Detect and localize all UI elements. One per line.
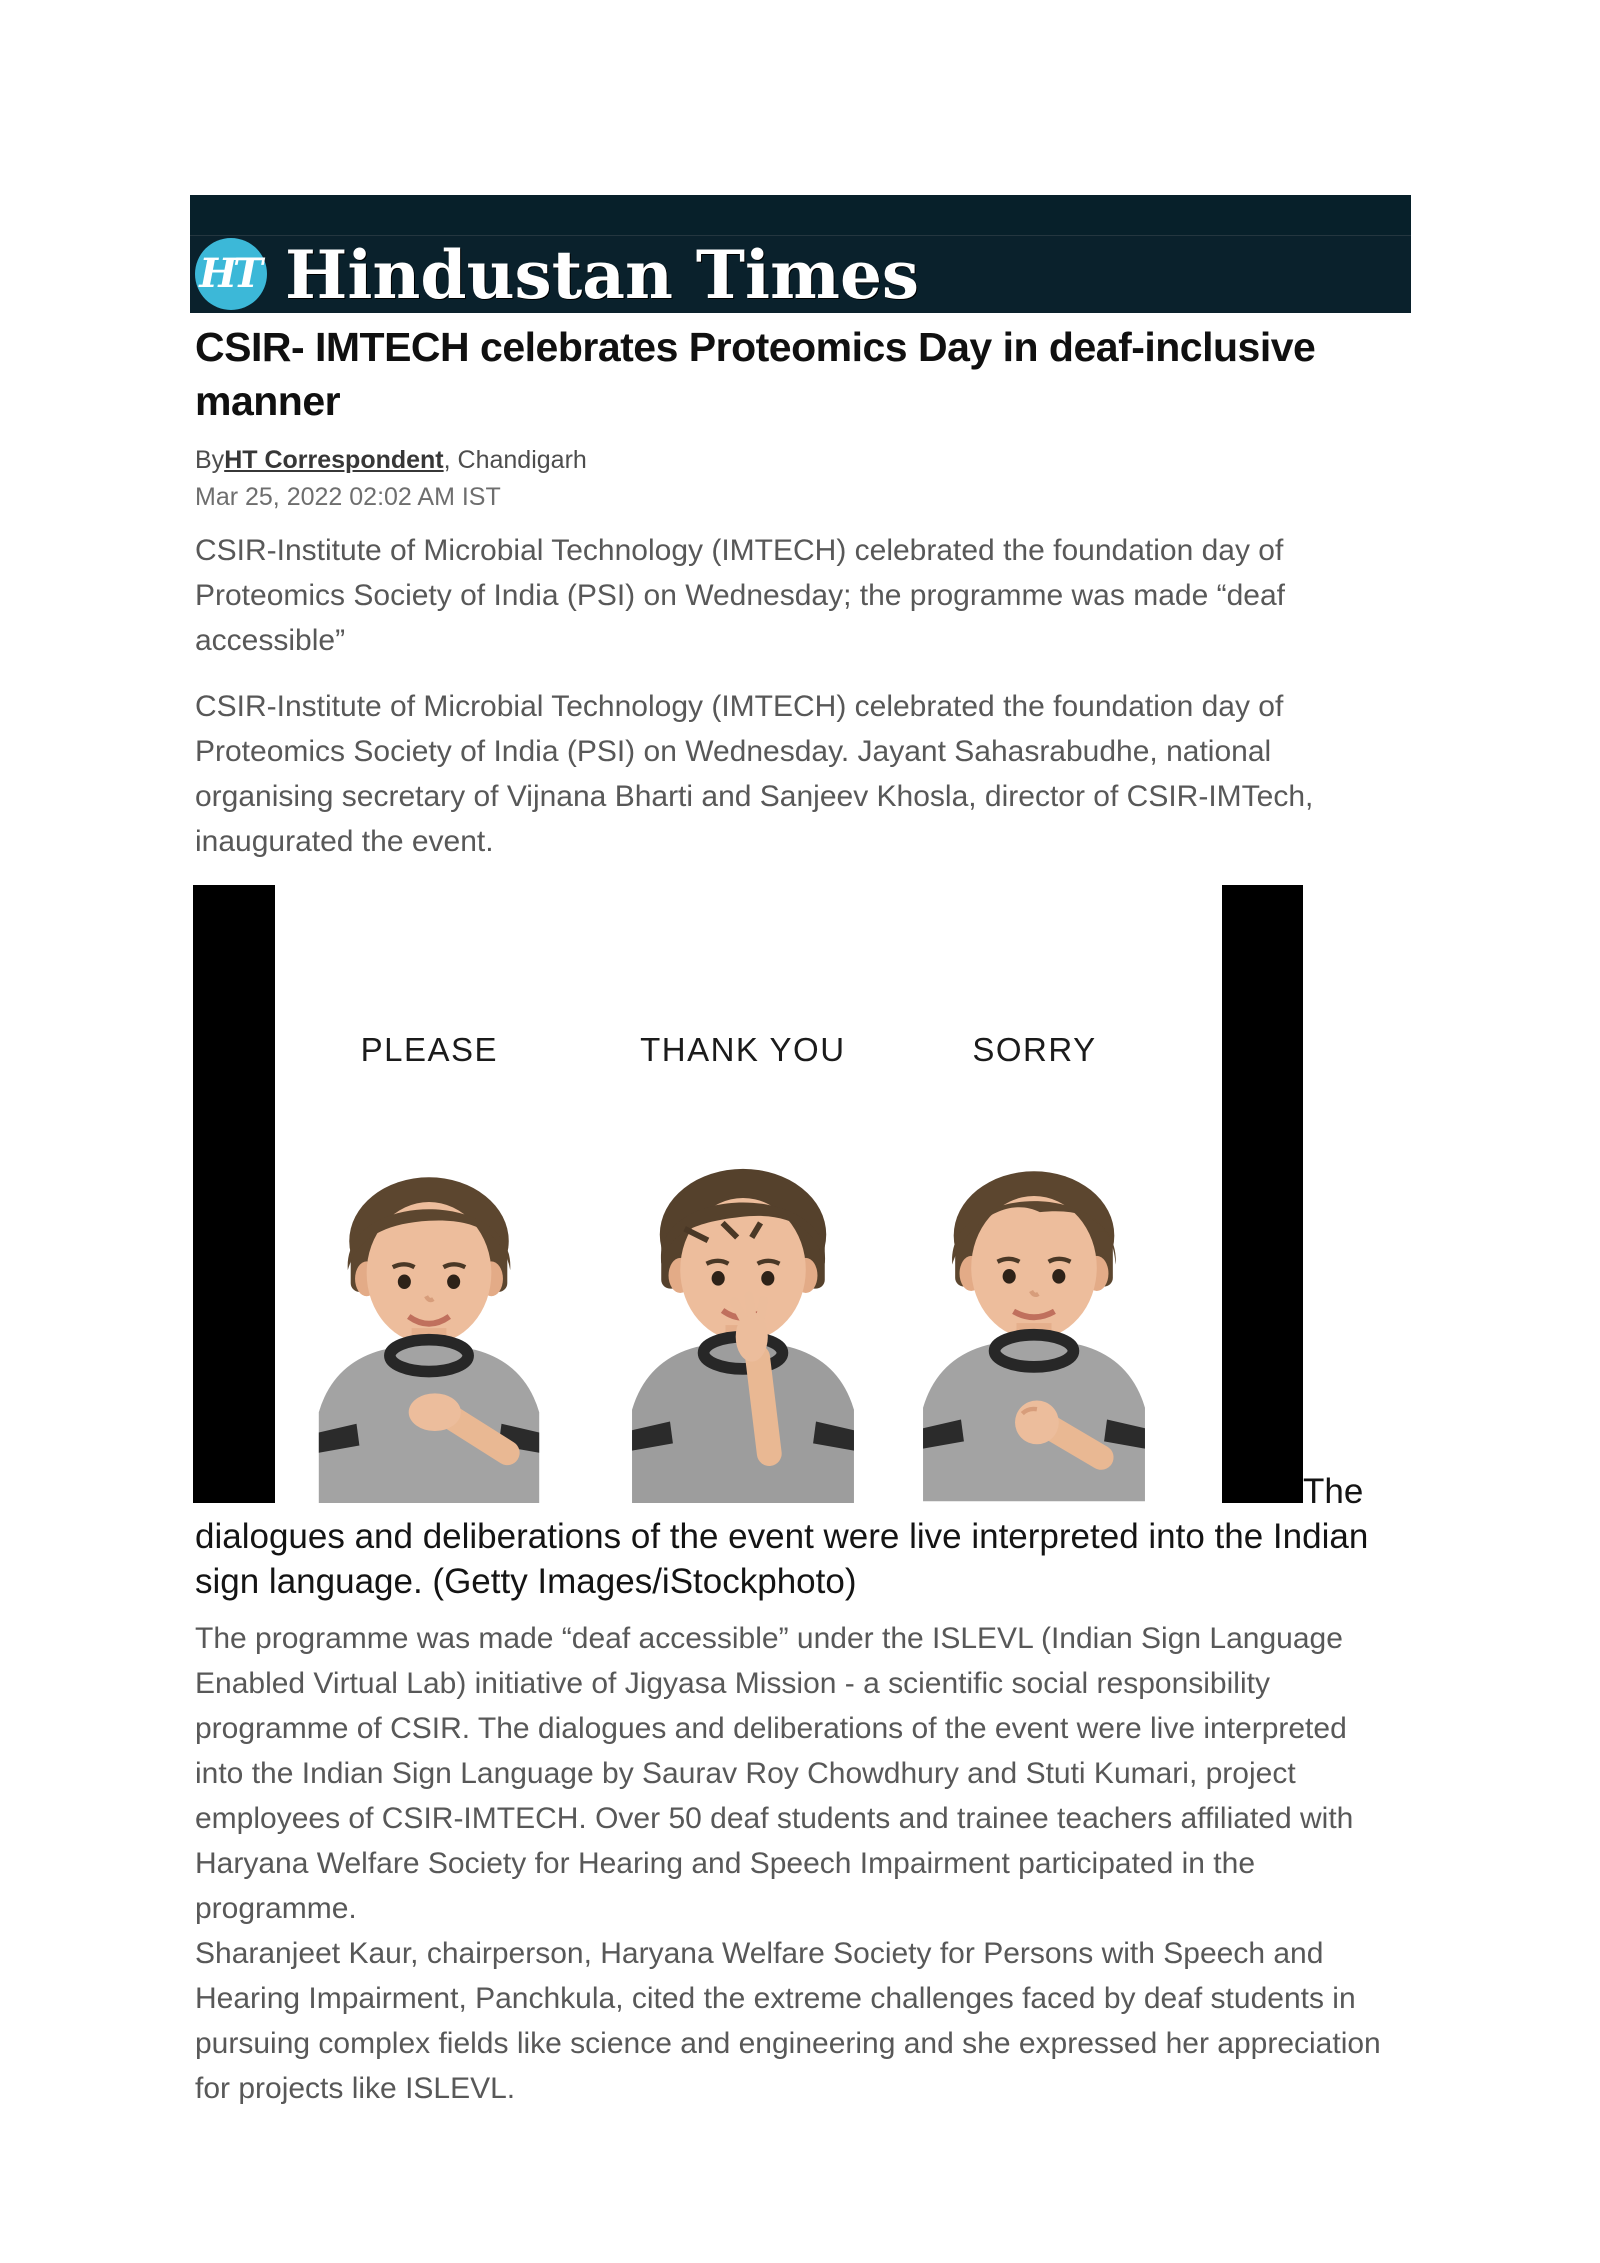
boy-sorry-illustration xyxy=(888,1147,1180,1503)
figure-caption-text: The dialogues and deliberations of the event were live interpreted into the Indian sign language. (Getty Images/iStockphoto) xyxy=(195,1472,1369,1601)
masthead-top-strip xyxy=(190,195,1411,236)
boy-thank-you-illustration xyxy=(597,1151,889,1503)
byline-location: , Chandigarh xyxy=(443,446,587,474)
sign-label-please: PLEASE xyxy=(360,1031,499,1068)
ht-logo-icon xyxy=(195,238,267,310)
ht-monogram: HT xyxy=(199,250,259,297)
masthead-wordmark: Hindustan Times xyxy=(285,235,920,314)
photo-canvas xyxy=(275,885,1222,1503)
article-summary: CSIR-Institute of Microbial Technology (IMTECH) celebrated the foundation day of Proteomics Society of India (PSI) on Wednesday; the programme was made “deaf accessible” xyxy=(195,534,1285,657)
sign-label-thank-you: THANK YOU xyxy=(640,1031,846,1068)
article-paragraph: The programme was made “deaf accessible” under the ISLEVL (Indian Sign Language Enabled Virtual Lab) initiative of Jigyasa Mission - a scientific social responsibility programme of CSIR. The dialogues and deliberations of the event were live interpreted into the Indian Sign Language by Saurav Roy Chowdhury and Stuti Kumari, project employees of CSIR-IMTECH. Over 50 deaf students and trainee teachers affiliated with Haryana Welfare Society for Hearing and Speech Impairment participated in the programme. xyxy=(195,1622,1354,1925)
article-paragraph: CSIR-Institute of Microbial Technology (IMTECH) celebrated the foundation day of Proteomics Society of India (PSI) on Wednesday. Jayant Sahasrabudhe, national organising secretary of Vijnana Bharti and Sanjeev Khosla, director of CSIR-IMTech, inaugurated the event. xyxy=(195,690,1314,858)
byline xyxy=(195,444,1383,476)
figure-caption xyxy=(195,885,1383,1604)
article xyxy=(195,313,1383,2111)
boy-please-illustration xyxy=(283,1157,575,1503)
article-paragraph: Sharanjeet Kaur, chairperson, Haryana Welfare Society for Persons with Speech and Hearing Impairment, Panchkula, cited the extreme challenges faced by deaf students in pursuing complex fields like science and engineering and she expressed her appreciation for projects like ISLEVL. xyxy=(195,1937,1381,2105)
photo-left-bar xyxy=(193,885,275,1503)
article-photo xyxy=(193,885,1303,1503)
masthead-bar xyxy=(190,236,1411,313)
byline-prefix: By xyxy=(195,446,225,474)
photo-right-bar xyxy=(1222,885,1303,1503)
sign-label-sorry: SORRY xyxy=(972,1031,1097,1068)
masthead xyxy=(190,195,1411,313)
page-title: CSIR- IMTECH celebrates Proteomics Day in deaf-inclusive manner xyxy=(195,324,1316,424)
author-link[interactable]: HT Correspondent xyxy=(224,446,444,474)
timestamp: Mar 25, 2022 02:02 AM IST xyxy=(195,483,501,511)
